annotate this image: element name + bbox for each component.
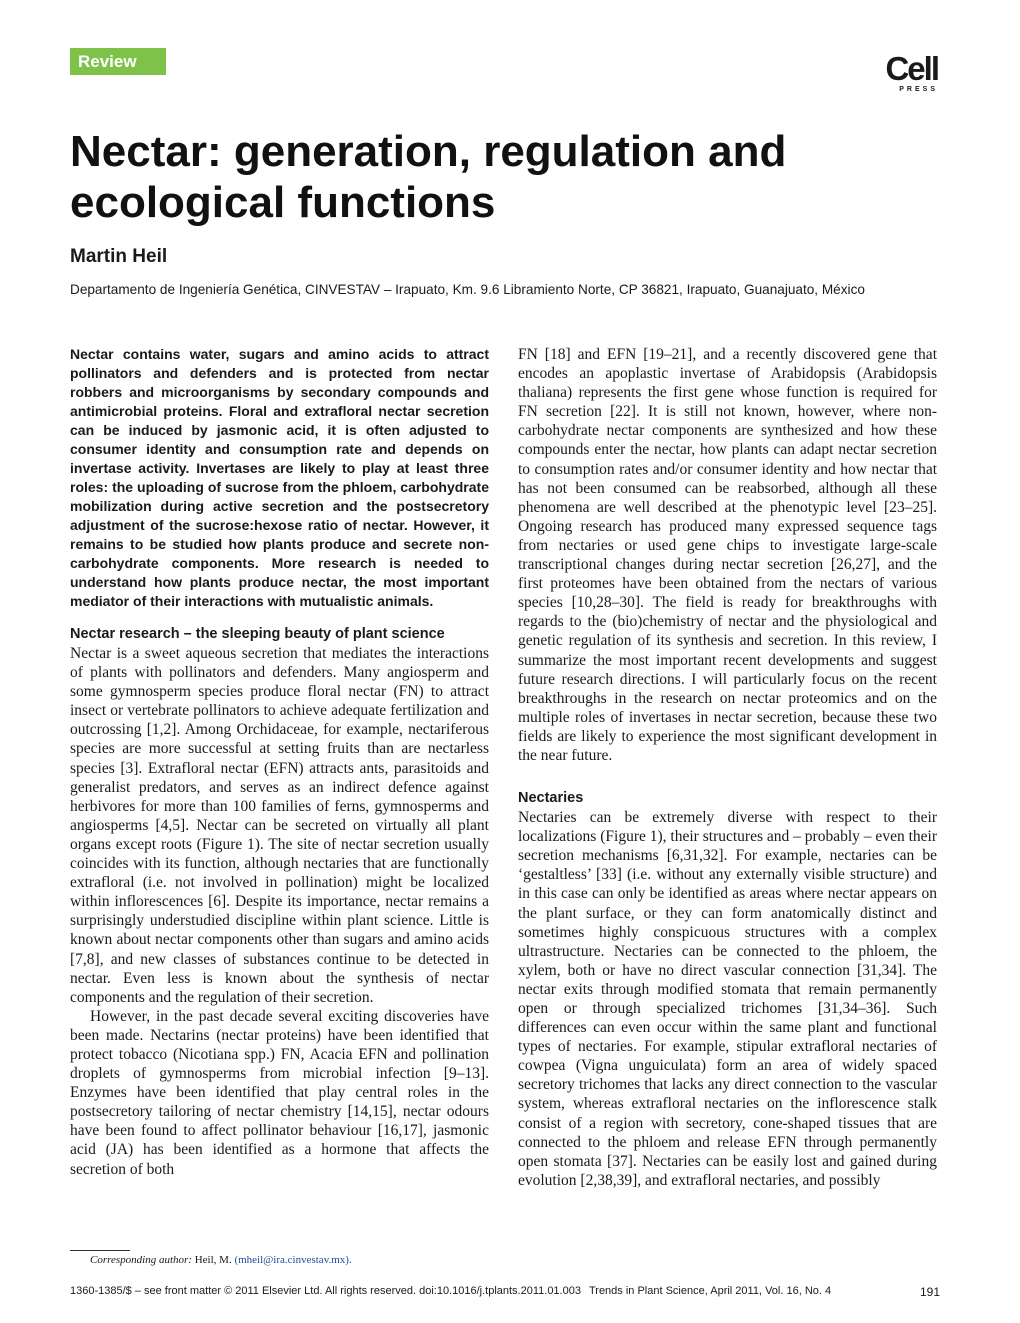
- section-heading: Nectar research – the sleeping beauty of plant science: [70, 626, 445, 642]
- logo-main: Cell: [885, 50, 938, 87]
- body-paragraph: Nectaries can be extremely diverse with respect to their localizations (Figure 1), their structures and – probably – even their secretion mechanisms [6,31,32]. For example, nectaries can be ‘gestaltless’ [33] (i.e. without any externally visible structure) and in this case can only be identified as areas where nectar appears on the plant surface, or they can form anatomically distinct and sometimes highly conspicuous structures with a complex ultrastructure. Nectaries can be connected to the phloem, the xylem, both or have no direct vascular connection [31,34]. The nectar exits through modified stomata that remain permanently open or through specialized trichomes [31,34–36]. Such differences can even occur within the same plant and functional types of nectaries. For example, stipular extrafloral nectaries of cowpea (Vigna unguiculata) form an area of widely spaced secretory trichomes that lacks any direct connection to the vascular system, whereas extrafloral nectaries on the inflorescence stalk consist of a region with secretory, cone-shaped tissues that are connected to the phloem and release EFN through permanently open stomata [37]. Nectaries can be easily lost and gained during evolution [2,38,39], and extrafloral nectaries, and possibly: [518, 809, 937, 1189]
- article-title: Nectar: generation, regulation and ecological functions: [70, 127, 787, 227]
- author-affiliation: Departamento de Ingeniería Genética, CINVESTAV – Irapuato, Km. 9.6 Libramiento Norte, CP 36821, Irapuato, Guanajuato, México: [70, 282, 865, 297]
- footnote-name: Heil, M.: [194, 1254, 232, 1266]
- publisher-logo: [880, 52, 938, 94]
- footer-copyright: 1360-1385/$ – see front matter © 2011 Elsevier Ltd. All rights reserved. doi:10.1016/j.tplants.2011.01.003: [70, 1285, 581, 1297]
- body-paragraph: However, in the past decade several exciting discoveries have been made. Nectarins (nectar proteins) have been identified that protect tobacco (Nicotiana spp.) FN, Acacia EFN and pollination droplets of gymnosperms from microbial infection [9–13]. Enzymes have been identified that play central roles in the postsecretory tailoring of nectar chemistry [14,15], nectar odours have been found to affect pollinator behaviour [16,17], jasmonic acid (JA) has been identified as a hormone that affects the secretion of both: [70, 1007, 489, 1178]
- corresponding-author-note: [90, 1254, 352, 1266]
- page-number: 191: [919, 1285, 940, 1299]
- footer-journal: Trends in Plant Science, April 2011, Vol. 16, No. 4: [588, 1285, 832, 1297]
- body-paragraph: Nectar is a sweet aqueous secretion that mediates the interactions of plants with pollinators and defenders. Many angiosperm and some gymnosperm species produce floral nectar (FN) to attract insect or vertebrate pollinators to achieve adequate fertilization and outcrossing [1,2]. Among Orchidaceae, for example, nectariferous species are more successful at setting fruits than are nectarless species [3]. Extrafloral nectar (EFN) attracts ants, parasitoids and generalist predators, and serves as an indirect defence against herbivores for more than 100 families of ferns, gymnosperms and angiosperms [4,5]. Nectar can be secreted on virtually all plant organs except roots (Figure 1). The site of nectar secretion usually coincides with its function, although nectaries that are functionally extrafloral (i.e. not involved in pollination) might be localized within inflorescences [6]. Despite its importance, nectar remains a surprisingly understudied discipline within plant science. Little is known about nectar components other than sugars and amino acids [7,8], and new classes of substances continue to be detected in nectar. Even less is known about the synthesis of nectar components and the regulation of their secretion.: [70, 645, 489, 1006]
- logo-sub: PRESS: [899, 86, 938, 93]
- body-paragraph: FN [18] and EFN [19–21], and a recently discovered gene that encodes an apoplastic invertase of Arabidopsis (Arabidopsis thaliana) represents the first gene whose function is required for FN secretion [22]. It is still not known, however, where non-carbohydrate nectar components are synthesized and how these compounds enter the nectar, how plants can adapt nectar secretion to consumption rates and/or consumer identity and how nectar that has not been consumed can be reabsorbed, although all these phenomena are well described at the phenotypic level [23–25]. Ongoing research has produced many expressed sequence tags from nectaries or used gene chips to investigate large-scale transcriptional changes during nectar secretion [26,27], and the first proteomes have been obtained from the nectars of various species [10,28–30]. The field is ready for breakthroughs with regards to the (bio)chemistry of nectar and the physiological and genetic regulation of its synthesis and secretion. In this review, I summarize the most important recent developments and suggest future research directions. I will particularly focus on the recent breakthroughs in the research on nectar proteomics and on the multiple roles of invertases in nectar secretion, because these two fields are likely to experience the most significant development in the near future.: [518, 346, 937, 764]
- page-footer: [70, 1285, 940, 1299]
- article-type-badge: Review: [70, 48, 166, 75]
- right-column: [518, 345, 937, 1190]
- left-column: [70, 345, 489, 1179]
- author-name: Martin Heil: [70, 246, 168, 267]
- author-email-link[interactable]: (mheil@ira.cinvestav.mx).: [234, 1254, 352, 1266]
- footnote-separator: [70, 1250, 130, 1251]
- section-heading: Nectaries: [518, 790, 584, 807]
- footnote-label: Corresponding author:: [90, 1254, 192, 1266]
- abstract: Nectar contains water, sugars and amino acids to attract pollinators and defenders and is protected from nectar robbers and microorganisms by secondary compounds and antimicrobial proteins. Floral and extrafloral nectar secretion can be induced by jasmonic acid, it is often adjusted to consumer identity and consumption rate and depends on invertase activity. Invertases are likely to play at least three roles: the uploading of sucrose from the phloem, carbohydrate mobilization during active secretion and the postsecretory adjustment of the sucrose:hexose ratio of nectar. However, it remains to be studied how plants produce and secrete non-carbohydrate components. More research is needed to understand how plants produce nectar, the most important mediator of their interactions with mutualistic animals.: [70, 346, 489, 609]
